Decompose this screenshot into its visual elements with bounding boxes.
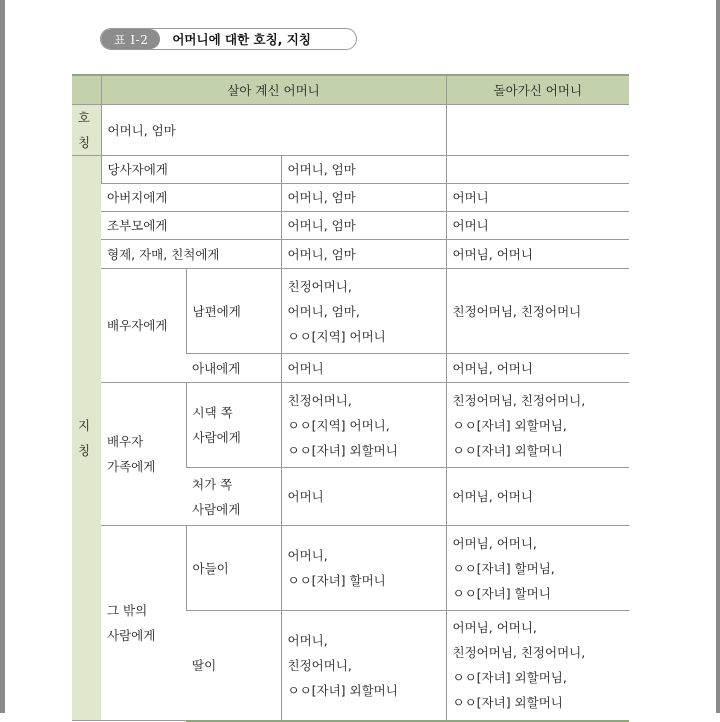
line: 친정어머니, — [287, 392, 352, 408]
line: ㅇㅇ[자녀] 외할머니 — [452, 695, 563, 711]
line: 가족에게 — [107, 459, 156, 474]
table-row — [72, 240, 629, 269]
group-cell: 배우자에게 — [101, 269, 186, 383]
header-deceased: 돌아가신 어머니 — [446, 75, 629, 105]
living-cell — [281, 269, 446, 354]
page-frame-right — [716, 0, 720, 713]
line: 어머니, 엄마, — [287, 303, 360, 319]
table-row — [72, 105, 629, 156]
jiching-label — [72, 156, 101, 721]
page-frame-left — [0, 0, 5, 713]
mother-address-table — [72, 74, 629, 722]
living-cell: 어머니 — [281, 354, 446, 383]
target-cell: 아버지에게 — [101, 184, 281, 212]
line: 사람에게 — [192, 430, 241, 445]
line: 배우자 — [107, 434, 144, 449]
header-corner — [72, 75, 101, 105]
line: 친정어머니, — [287, 657, 352, 673]
line: ㅇㅇ[자녀] 외할머님, — [452, 417, 567, 433]
line: ㅇㅇ[지역] 어머니 — [287, 328, 386, 344]
target-cell: 딸이 — [186, 611, 281, 721]
line: 어머님, 어머니, — [452, 620, 537, 636]
line: 어머니, — [287, 632, 328, 648]
line: 친정어머님, 친정어머니, — [452, 645, 586, 661]
living-cell: 어머니 — [281, 468, 446, 526]
deceased-cell — [446, 156, 629, 184]
line: ㅇㅇ[자녀] 외할머님, — [452, 670, 567, 686]
line: 그 밖의 — [107, 603, 148, 618]
line: ㅇㅇ[자녀] 외할머니 — [452, 442, 563, 458]
hoching-label: 호칭 — [72, 105, 101, 156]
target-cell: 아들이 — [186, 526, 281, 611]
table-row — [72, 526, 629, 611]
table-title: 어머니에 대한 호칭, 지칭 — [172, 32, 311, 47]
target-cell: 남편에게 — [186, 269, 281, 354]
living-cell — [281, 383, 446, 468]
deceased-cell — [446, 611, 629, 721]
line: ㅇㅇ[자녀] 외할머니 — [287, 442, 398, 458]
table-row — [72, 383, 629, 468]
line: 어머님, 어머니, — [452, 535, 537, 551]
deceased-cell — [446, 383, 629, 468]
line: 사람에게 — [107, 628, 156, 643]
target-cell: 형제, 자매, 친척에게 — [101, 240, 281, 269]
group-cell — [101, 526, 186, 721]
line: ㅇㅇ[자녀] 할머니 — [287, 573, 386, 588]
deceased-cell: 어머님, 어머니 — [446, 354, 629, 383]
living-cell: 어머니, 엄마 — [281, 184, 446, 212]
deceased-cell: 어머니 — [446, 184, 629, 212]
table-caption — [100, 28, 357, 50]
line: ㅇㅇ[자녀] 할머님, — [452, 560, 555, 576]
target-cell: 당사자에게 — [101, 156, 281, 184]
deceased-cell — [446, 526, 629, 611]
table-row — [72, 269, 629, 354]
living-cell: 어머니, 엄마 — [281, 212, 446, 240]
hoching-deceased — [446, 105, 629, 156]
group-cell — [101, 383, 186, 526]
line: ㅇㅇ[자녀] 할머니 — [452, 585, 551, 601]
table-row — [72, 184, 629, 212]
table-row — [72, 212, 629, 240]
line: 친정어머님, 친정어머니, — [452, 392, 586, 408]
header-row — [72, 75, 629, 105]
living-cell — [281, 526, 446, 611]
header-living: 살아 계신 어머니 — [101, 75, 446, 105]
line: 친정어머니, — [287, 278, 352, 294]
line: 시댁 쪽 — [192, 405, 233, 420]
target-cell: 아내에게 — [186, 354, 281, 383]
living-cell: 어머니, 엄마 — [281, 156, 446, 184]
living-cell: 어머니, 엄마 — [281, 240, 446, 269]
line: 어머니, — [287, 548, 328, 563]
table-row — [72, 156, 629, 184]
deceased-cell: 친정어머님, 친정어머니 — [446, 269, 629, 354]
jiching-label-1: 지 — [78, 418, 91, 433]
line: ㅇㅇ[지역] 어머니, — [287, 417, 390, 433]
line: ㅇㅇ[자녀] 외할머니 — [287, 682, 398, 698]
deceased-cell: 어머님, 어머니 — [446, 468, 629, 526]
target-cell: 조부모에게 — [101, 212, 281, 240]
hoching-living: 어머니, 엄마 — [101, 105, 446, 156]
line: 처가 쪽 — [192, 476, 233, 492]
deceased-cell: 어머님, 어머니 — [446, 240, 629, 269]
target-cell — [186, 468, 281, 526]
target-cell — [186, 383, 281, 468]
living-cell — [281, 611, 446, 721]
deceased-cell: 어머니 — [446, 212, 629, 240]
line: 사람에게 — [192, 501, 241, 517]
jiching-label-2: 칭 — [78, 443, 91, 458]
table-number-badge: 표 Ⅰ-2 — [101, 29, 160, 49]
